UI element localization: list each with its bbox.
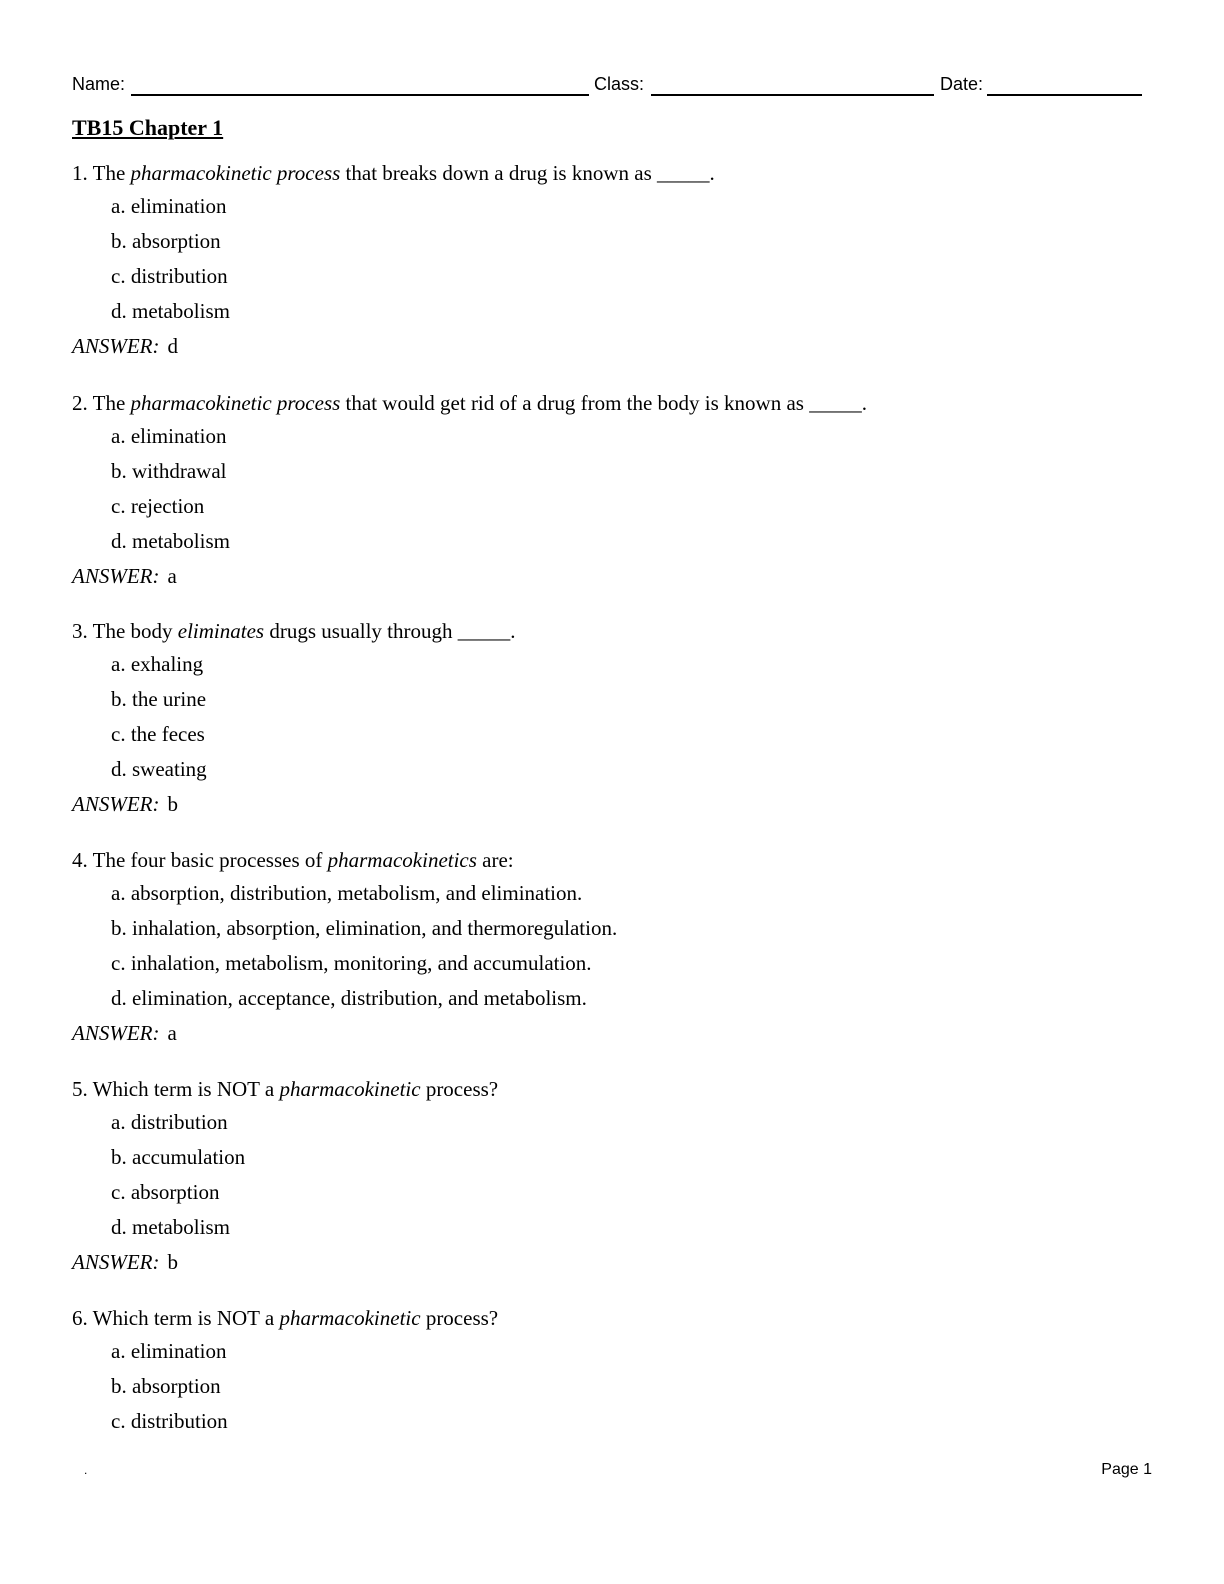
answer-value: d: [167, 334, 178, 358]
stem-text: that breaks down a drug is known as _____.: [340, 161, 715, 185]
option-a: a. distribution: [111, 1110, 228, 1134]
stem-text: 6. Which term is NOT a: [72, 1306, 280, 1330]
stem-term: eliminates: [177, 619, 265, 643]
stem-term: pharmacokinetic: [279, 1077, 421, 1101]
answer-value: b: [167, 1250, 178, 1274]
page-number: Page 1: [1101, 1461, 1152, 1478]
option-a: a. exhaling: [111, 652, 204, 676]
question-1: [72, 158, 715, 364]
answer-value: b: [167, 792, 178, 816]
answer-line: [72, 329, 715, 364]
option-d: d. metabolism: [111, 299, 230, 323]
option-a: a. elimination: [111, 424, 227, 448]
question-stem: [72, 845, 617, 876]
stem-text: 2. The: [72, 391, 131, 415]
question-stem: [72, 158, 715, 189]
stem-text: are:: [476, 848, 514, 872]
question-2: [72, 388, 867, 594]
stem-term: pharmacokinetic: [279, 1306, 421, 1330]
stem-text: 5. Which term is NOT a: [72, 1077, 280, 1101]
answer-label: ANSWER:: [72, 564, 160, 588]
question-5: [72, 1074, 498, 1280]
option-c: c. the feces: [111, 722, 205, 746]
answer-line: [72, 787, 516, 822]
question-4: [72, 845, 617, 1051]
answer-value: a: [167, 1021, 177, 1045]
answer-label: ANSWER:: [72, 1250, 160, 1274]
option-b: b. withdrawal: [111, 459, 227, 483]
stem-text: 4. The four basic processes of: [72, 848, 328, 872]
option-b: b. absorption: [111, 229, 221, 253]
stem-text: process?: [420, 1077, 499, 1101]
stem-term: pharmacokinetics: [327, 848, 477, 872]
question-stem: [72, 1074, 498, 1105]
date-field[interactable]: [940, 72, 1142, 96]
option-d: d. metabolism: [111, 1215, 230, 1239]
answer-label: ANSWER:: [72, 792, 160, 816]
option-c: c. absorption: [111, 1180, 220, 1204]
stem-text: drugs usually through _____.: [264, 619, 516, 643]
option-c: c. distribution: [111, 264, 228, 288]
name-blank-line[interactable]: [131, 94, 589, 96]
option-b: b. accumulation: [111, 1145, 246, 1169]
option-d: d. sweating: [111, 757, 207, 781]
answer-label: ANSWER:: [72, 334, 160, 358]
stem-text: 3. The body: [72, 619, 178, 643]
question-stem: [72, 616, 516, 647]
option-c: c. rejection: [111, 494, 205, 518]
answer-value: a: [167, 564, 177, 588]
option-b: b. inhalation, absorption, elimination, and thermoregulation.: [111, 916, 618, 940]
answer-label: ANSWER:: [72, 1021, 160, 1045]
question-stem: [72, 388, 867, 419]
name-label: Name:: [72, 74, 126, 94]
date-label: Date:: [940, 74, 984, 94]
option-a: a. elimination: [111, 1339, 227, 1363]
stem-text: process?: [420, 1306, 499, 1330]
class-label: Class:: [594, 74, 645, 94]
name-field[interactable]: [72, 72, 589, 96]
option-c: c. distribution: [111, 1409, 228, 1433]
option-b: b. the urine: [111, 687, 207, 711]
answer-line: [72, 1245, 498, 1280]
class-blank-line[interactable]: [651, 94, 934, 96]
class-field[interactable]: [594, 72, 934, 96]
date-blank-line[interactable]: [987, 94, 1142, 96]
option-d: d. elimination, acceptance, distribution, and metabolism.: [111, 986, 587, 1010]
answer-line: [72, 1016, 617, 1051]
question-stem: [72, 1303, 498, 1334]
question-3: [72, 616, 516, 822]
stem-term: pharmacokinetic process: [130, 161, 341, 185]
stem-text: 1. The: [72, 161, 131, 185]
footer-dot: .: [84, 1463, 88, 1477]
chapter-title: TB15 Chapter 1: [72, 115, 224, 140]
option-a: a. absorption, distribution, metabolism, and elimination.: [111, 881, 583, 905]
question-6: [72, 1303, 498, 1439]
option-a: a. elimination: [111, 194, 227, 218]
stem-text: that would get rid of a drug from the body is known as _____.: [340, 391, 867, 415]
stem-term: pharmacokinetic process: [130, 391, 341, 415]
option-d: d. metabolism: [111, 529, 230, 553]
option-c: c. inhalation, metabolism, monitoring, and accumulation.: [111, 951, 592, 975]
option-b: b. absorption: [111, 1374, 221, 1398]
answer-line: [72, 559, 867, 594]
